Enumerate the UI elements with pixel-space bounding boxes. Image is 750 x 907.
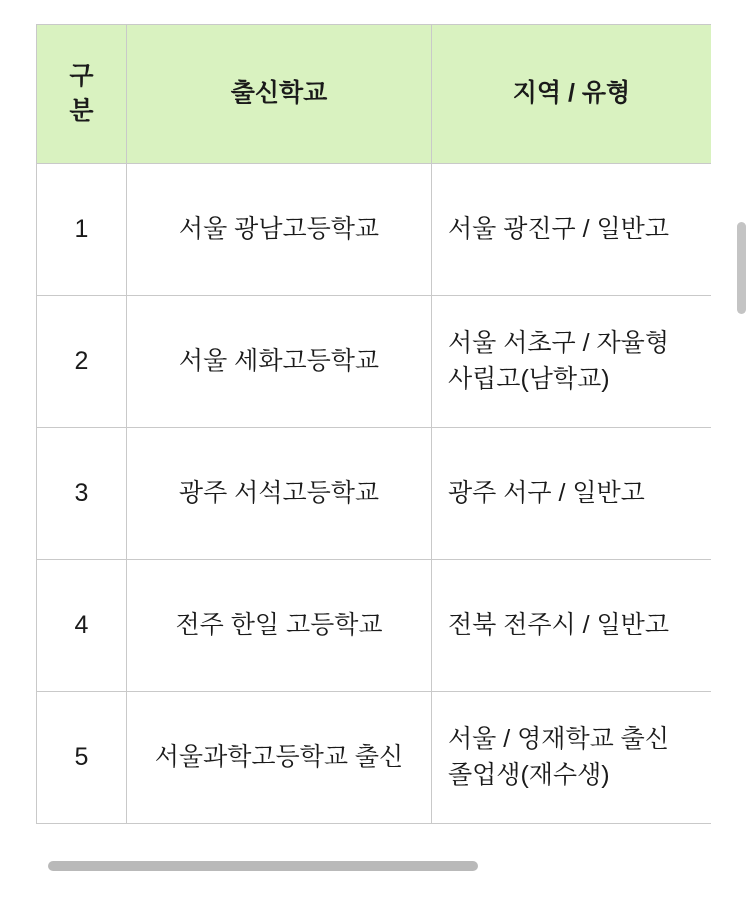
cell-number: 2 (37, 296, 127, 428)
table-row (37, 560, 712, 692)
table-row (37, 428, 712, 560)
table-header (37, 25, 712, 164)
table-row (37, 296, 712, 428)
cell-number: 4 (37, 560, 127, 692)
cell-number: 1 (37, 164, 127, 296)
table-scroll-container[interactable] (36, 24, 711, 874)
cell-number: 3 (37, 428, 127, 560)
cell-school: 서울 세화고등학교 (127, 296, 432, 428)
table-body (37, 164, 712, 824)
column-header-region: 지역 / 유형 (432, 25, 712, 164)
table-row (37, 164, 712, 296)
cell-region: 전북 전주시 / 일반고 (432, 560, 712, 692)
cell-school: 서울과학고등학교 출신 (127, 692, 432, 824)
school-table (36, 24, 711, 824)
cell-region: 서울 광진구 / 일반고 (432, 164, 712, 296)
column-header-number: 구 분 (37, 25, 127, 164)
cell-school: 광주 서석고등학교 (127, 428, 432, 560)
table-header-row (37, 25, 712, 164)
cell-number: 5 (37, 692, 127, 824)
cell-region: 서울 / 영재학교 출신 졸업생(재수생) (432, 692, 712, 824)
cell-region: 서울 서초구 / 자율형 사립고(남학교) (432, 296, 712, 428)
column-header-school: 출신학교 (127, 25, 432, 164)
cell-school: 서울 광남고등학교 (127, 164, 432, 296)
horizontal-scrollbar-thumb[interactable] (48, 861, 478, 871)
horizontal-scrollbar-track[interactable] (36, 861, 711, 871)
table-row (37, 692, 712, 824)
cell-school: 전주 한일 고등학교 (127, 560, 432, 692)
cell-region: 광주 서구 / 일반고 (432, 428, 712, 560)
vertical-scrollbar-thumb[interactable] (737, 222, 746, 314)
